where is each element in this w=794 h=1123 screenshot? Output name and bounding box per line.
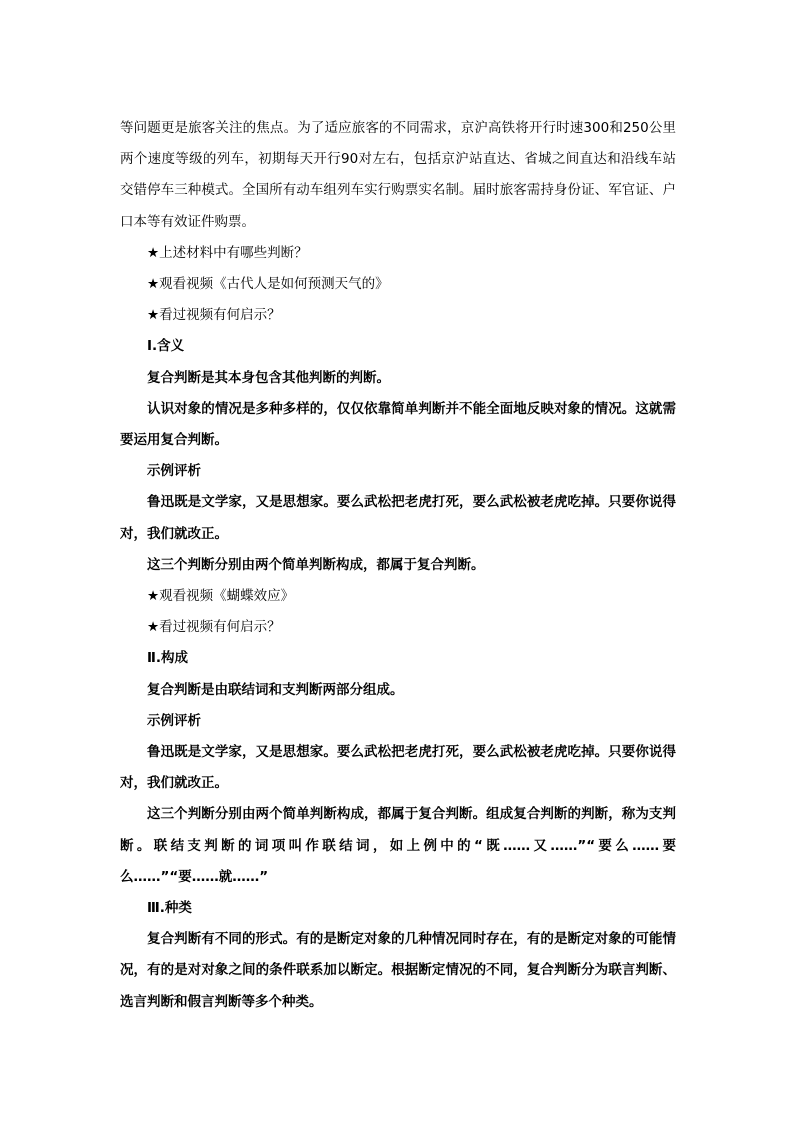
example-sentences-1: 鲁迅既是文学家，又是思想家。要么武松把老虎打死，要么武松被老虎吃掉。只要你说得对，我们就改正。 bbox=[120, 494, 676, 542]
example-conclusion-1: 这三个判断分别由两个简单判断构成，都属于复合判断。 bbox=[147, 556, 485, 573]
section-heading-composition: Ⅱ.构成 bbox=[147, 650, 189, 667]
types-explanation: 复合判断有不同的形式。有的是断定对象的几种情况同时存在，有的是断定对象的可能情况，有的是对对象之间的条件联系加以断定。根据断定情况的不同，复合判断分为联言判断、选言判断和假言判断等多个种类。 bbox=[120, 931, 676, 1010]
video-insight-question-2: ★看过视频有何启示？ bbox=[147, 619, 281, 636]
video-weather-title: ★观看视频《古代人是如何预测天气的》 bbox=[147, 276, 389, 293]
composition-definition: 复合判断是由联结词和支判断两部分组成。 bbox=[147, 681, 404, 698]
example-analysis-heading-1: 示例评析 bbox=[147, 463, 201, 480]
document-page bbox=[120, 113, 676, 1018]
meaning-explanation: 认识对象的情况是多种多样的，仅仅依靠简单判断并不能全面地反映对象的情况。这就需要运用复合判断。 bbox=[120, 400, 676, 449]
video-butterfly-title: ★观看视频《蝴蝶效应》 bbox=[147, 588, 295, 605]
video-insight-question-1: ★看过视频有何启示？ bbox=[147, 307, 281, 324]
section-heading-meaning: Ⅰ.含义 bbox=[147, 338, 185, 355]
intro-paragraph: 等问题更是旅客关注的焦点。为了适应旅客的不同需求，京沪高铁将开行时速300和250公里两个速度等级的列车，初期每天开行90对左右，包括京沪站直达、省城之间直达和沿线车站交错停车三种模式。全国所有动车组列车实行购票实名制。届时旅客需持身份证、军官证、户口本等有效证件购票。 bbox=[120, 120, 676, 230]
example-analysis-heading-2: 示例评析 bbox=[147, 712, 201, 729]
composition-explanation: 这三个判断分别由两个简单判断构成，都属于复合判断。组成复合判断的判断，称为支判断。联结支判断的词项叫作联结词，如上例中的“既……又……”“要么……要么……”“要……就……” bbox=[120, 806, 676, 885]
section-heading-types: Ⅲ.种类 bbox=[147, 900, 192, 917]
definition-compound-judgment: 复合判断是其本身包含其他判断的判断。 bbox=[147, 369, 390, 386]
question-judgments: ★上述材料中有哪些判断？ bbox=[147, 244, 308, 261]
example-sentences-2: 鲁迅既是文学家，又是思想家。要么武松把老虎打死，要么武松被老虎吃掉。只要你说得对，我们就改正。 bbox=[120, 744, 676, 792]
